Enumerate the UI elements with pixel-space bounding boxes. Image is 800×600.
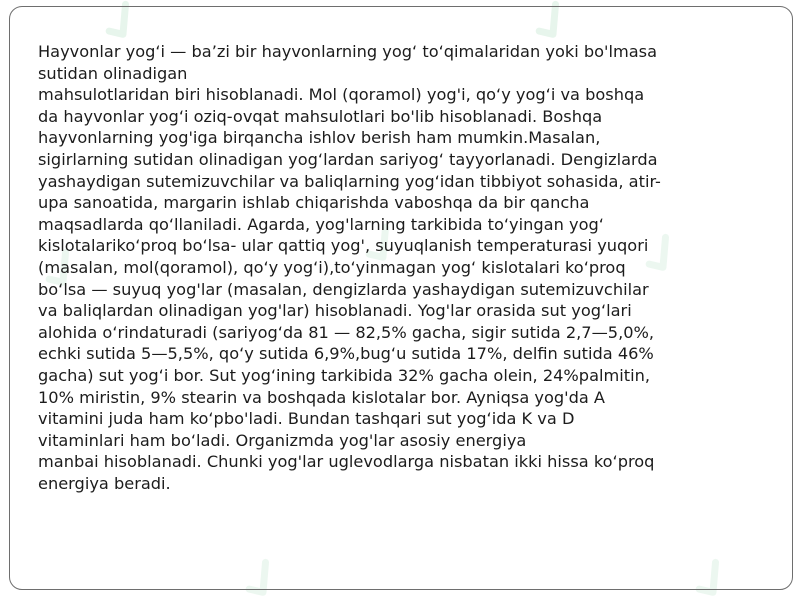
text-line: 10% miristin, 9% stearin va boshqada kislotalar bor. Ayniqsa yog'da A: [38, 387, 606, 407]
text-line: sigirlarning sutidan olinadigan yog‘lardan sariyog‘ tayyorlanadi. Dengizlarda: [38, 149, 658, 169]
text-line: da hayvonlar yog‘i oziq-ovqat mahsulotlari bo'lib hisoblanadi. Boshqa: [38, 106, 603, 126]
text-line: manbai hisoblanadi. Chunki yog'lar uglevodlarga nisbatan ikki hissa ko‘proq: [38, 452, 655, 472]
text-line: hayvonlarning yog'iga birqancha ishlov berish ham mumkin.Masalan,: [38, 128, 601, 148]
text-line: echki sutida 5—5,5%, qo‘y sutida 6,9%,bug‘u sutida 17%, delfin sutida 46%: [38, 344, 654, 364]
text-line: va baliqlardan olinadigan yog'lar) hisoblanadi. Yog'lar orasida sut yog‘lari: [38, 301, 632, 321]
text-line: (masalan, mol(qoramol), qo‘y yog‘i),to‘yinmagan yog‘ kislotalari ko‘proq: [38, 257, 626, 277]
text-line: vitamini juda ham ko‘pbo'ladi. Bundan tashqari sut yog‘ida K va D: [38, 409, 575, 429]
text-line: yashaydigan sutemizuvchilar va baliqlarning yog‘idan tibbiyot sohasida, atir-: [38, 171, 661, 191]
text-line: bo‘lsa — suyuq yog'lar (masalan, dengizlarda yashaydigan sutemizuvchilar: [38, 279, 649, 299]
text-line: gacha) sut yog‘i bor. Sut yog‘ining tarkibida 32% gacha olein, 24%palmitin,: [38, 365, 651, 385]
text-line: mahsulotlaridan biri hisoblanadi. Mol (qoramol) yog'i, qo‘y yog‘i va boshqa: [38, 85, 645, 105]
article-text: [38, 41, 768, 494]
text-line: alohida o‘rindaturadi (sariyog‘da 81 — 82,5% gacha, sigir sutida 2,7—5,0%,: [38, 322, 655, 342]
text-line: Hayvonlar yog‘i — ba’zi bir hayvonlarning yog‘ to‘qimalaridan yoki bo'lmasa: [38, 42, 658, 61]
text-line: upa sanoatida, margarin ishlab chiqarishda vaboshqa da bir qancha: [38, 193, 590, 213]
text-line: kislotalariko‘proq bo‘lsa- ular qattiq yog', suyuqlanish temperaturasi yuqori: [38, 236, 649, 256]
text-line: vitaminlari ham bo‘ladi. Organizmda yog'lar asosiy energiya: [38, 430, 527, 450]
text-line: sutidan olinadigan: [38, 63, 188, 83]
text-line: energiya beradi.: [38, 473, 171, 493]
text-line: maqsadlarda qo‘llaniladi. Agarda, yog'larning tarkibida to‘yingan yog‘: [38, 214, 604, 234]
